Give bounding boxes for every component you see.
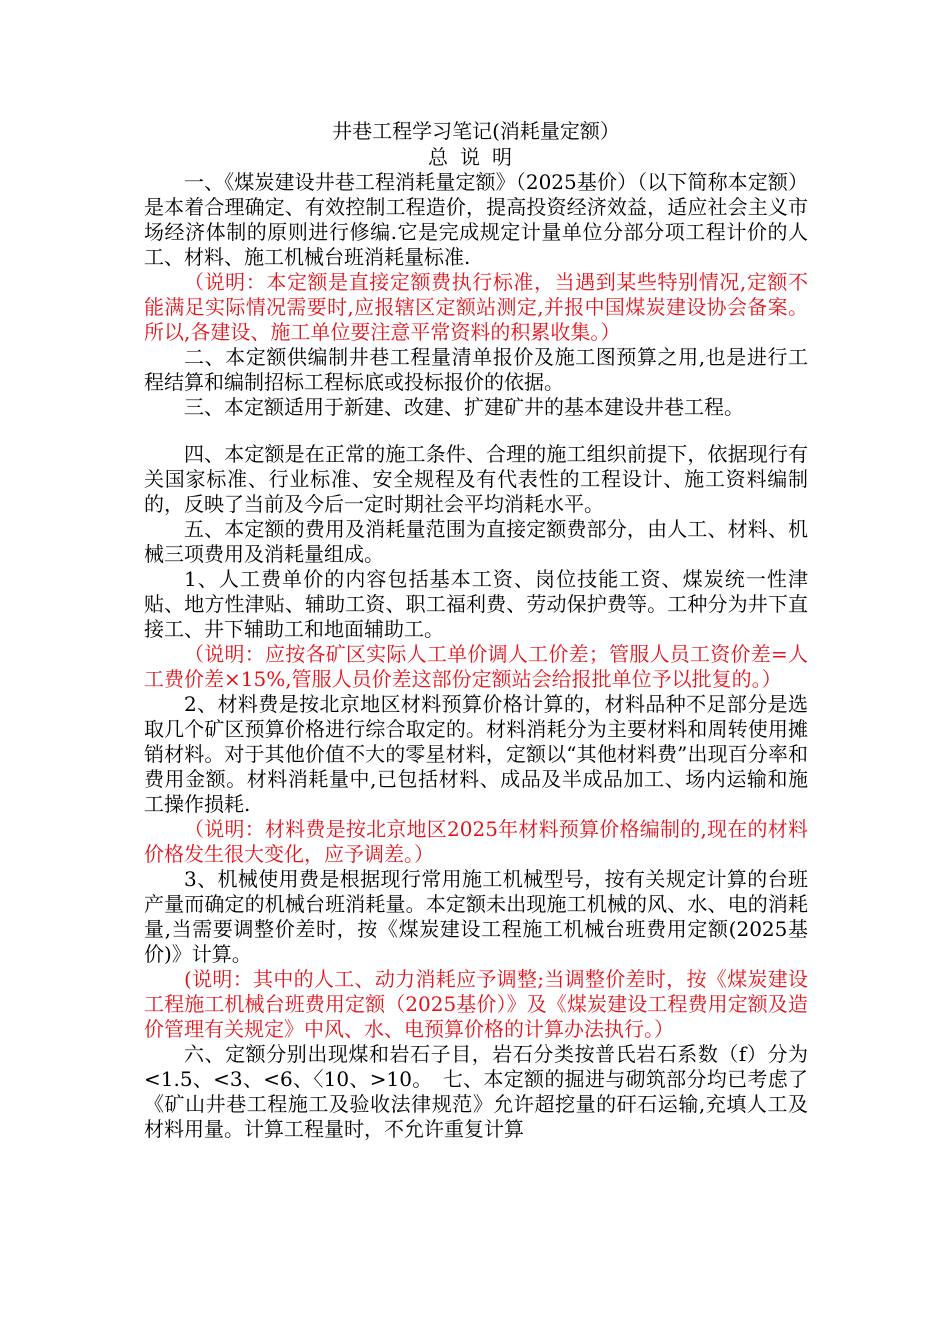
paragraph-labor-cost: 1、人工费单价的内容包括基本工资、岗位技能工资、煤炭统一性津贴、地方性津贴、辅助工资、职工福利费、劳动保护费等。工种分为井下直接工、井下辅助工和地面辅助工。 [144, 567, 808, 641]
note-paragraph-1: （说明：本定额是直接定额费执行标准，当遇到某些特别情况,定额不能满足实际情况需要时,应报辖区定额站测定,并报中国煤炭建设协会备案。所以,各建设、施工单位要注意平常资料的积累收集。） [144, 270, 808, 344]
document-page [144, 118, 808, 1142]
note-paragraph-4: (说明：其中的人工、动力消耗应予调整;当调整价差时，按《煤炭建设工程施工机械台班费用定额（2025基价）》及《煤炭建设工程费用定额及造价管理有关规定》中风、水、电预算价格的计算办法执行。） [144, 967, 808, 1041]
paragraph-5: 五、本定额的费用及消耗量范围为直接定额费部分，由人工、材料、机械三项费用及消耗量组成。 [144, 517, 808, 566]
document-subtitle: 总说明 [428, 145, 524, 169]
document-title: 井巷工程学习笔记(消耗量定额） [332, 119, 620, 143]
paragraph-3: 三、本定额适用于新建、改建、扩建矿井的基本建设井巷工程。 [184, 395, 744, 419]
paragraph-material-cost: 2、材料费是按北京地区材料预算价格计算的，材料品种不足部分是选取几个矿区预算价格进行综合取定的。材料消耗分为主要材料和周转使用摊销材料。对于其他价值不大的零星材料，定额以“其他材料费”出现百分率和费用金额。材料消耗量中,已包括材料、成品及半成品加工、场内运输和施工操作损耗. [144, 692, 808, 816]
note-paragraph-3: （说明：材料费是按北京地区2025年材料预算价格编制的,现在的材料价格发生很大变化，应予调差。） [144, 817, 808, 866]
note-paragraph-2: （说明：应按各矿区实际人工单价调人工价差；管服人员工资价差=人工费价差×15%,管服人员价差这部份定额站会给报批单位予以批复的。） [144, 642, 808, 691]
paragraph-4: 四、本定额是在正常的施工条件、合理的施工组织前提下，依据现行有关国家标准、行业标准、安全规程及有代表性的工程设计、施工资料编制的，反映了当前及今后一定时期社会平均消耗水平。 [144, 442, 808, 516]
blank-line [144, 420, 808, 442]
paragraph-1: 一、《煤炭建设井巷工程消耗量定额》（2025基价）（以下简称本定额）是本着合理确定、有效控制工程造价，提高投资经济效益，适应社会主义市场经济体制的原则进行修编.它是完成规定计量单位分部分项工程计价的人工、材料、施工机械台班消耗量标准. [144, 170, 808, 269]
paragraph-2: 二、本定额供编制井巷工程量清单报价及施工图预算之用,也是进行工程结算和编制招标工程标底或投标报价的依据。 [144, 345, 808, 394]
paragraph-machine-cost: 3、机械使用费是根据现行常用施工机械型号，按有关规定计算的台班产量而确定的机械台班消耗量。本定额未出现施工机械的风、水、电的消耗量,当需要调整价差时，按《煤炭建设工程施工机械台班费用定额(2025基价)》计算。 [144, 867, 808, 966]
paragraph-6-7: 六、定额分别出现煤和岩石子目，岩石分类按普氏岩石系数（f）分为<1.5、<3、<6、〈10、>10。 七、本定额的掘进与砌筑部分均已考虑了《矿山井巷工程施工及验收法律规范》允许超挖量的矸石运输,充填人工及材料用量。计算工程量时，不允许重复计算 [144, 1042, 808, 1141]
